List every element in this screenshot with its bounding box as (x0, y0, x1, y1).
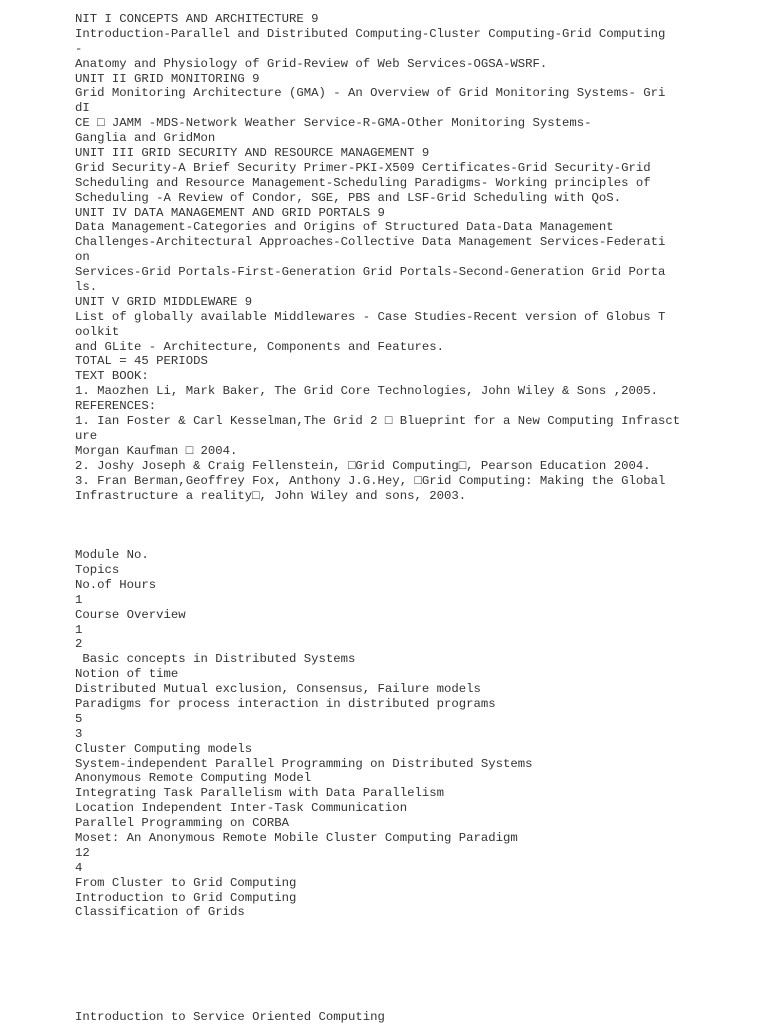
module-line: Parallel Programming on CORBA (75, 816, 290, 831)
syllabus-line: UNIT II GRID MONITORING 9 (75, 71, 260, 86)
syllabus-line: - (75, 41, 83, 56)
syllabus-line: ure (75, 428, 98, 443)
module-line: Paradigms for process interaction in distributed programs (75, 696, 496, 711)
module-line: 1 (75, 622, 83, 637)
syllabus-line: Infrastructure a reality□, John Wiley and sons, 2003. (75, 488, 467, 503)
syllabus-line: UNIT V GRID MIDDLEWARE 9 (75, 294, 253, 309)
syllabus-line: 2. Joshy Joseph & Craig Fellenstein, □Grid Computing□, Pearson Education 2004. (75, 458, 651, 473)
spacer (75, 533, 755, 548)
spacer (75, 518, 755, 533)
syllabus-line: CE □ JAMM -MDS-Network Weather Service-R-GMA-Other Monitoring Systems- (75, 116, 592, 131)
syllabus-line: on (75, 250, 90, 265)
module-line: 12 (75, 845, 90, 860)
module-line: No.of Hours (75, 577, 157, 592)
syllabus-line: Scheduling -A Review of Condor, SGE, PBS and LSF-Grid Scheduling with QoS. (75, 190, 622, 205)
syllabus-line: 1. Maozhen Li, Mark Baker, The Grid Core Technologies, John Wiley & Sons ,2005. (75, 384, 658, 399)
module-line: Cluster Computing models (75, 741, 253, 756)
spacer (75, 503, 755, 518)
module-line: Course Overview (75, 607, 186, 622)
syllabus-line: Grid Monitoring Architecture (GMA) - An Overview of Grid Monitoring Systems- Gri (75, 86, 666, 101)
syllabus-line: NIT I CONCEPTS AND ARCHITECTURE 9 (75, 12, 319, 26)
syllabus-line: and GLite - Architecture, Components and Features. (75, 339, 444, 354)
syllabus-block (75, 12, 755, 503)
syllabus-line: Anatomy and Physiology of Grid-Review of Web Services-OGSA-WSRF. (75, 56, 548, 71)
module-line: Classification of Grids (75, 905, 245, 920)
syllabus-line: List of globally available Middlewares - Case Studies-Recent version of Globus T (75, 309, 666, 324)
module-line: Module No. (75, 548, 149, 563)
syllabus-line: Challenges-Architectural Approaches-Collective Data Management Services-Federati (75, 235, 666, 250)
syllabus-line: Introduction-Parallel and Distributed Computing-Cluster Computing-Grid Computing (75, 26, 666, 41)
module-line: Introduction to Grid Computing (75, 890, 297, 905)
module-line: 2 (75, 637, 83, 652)
module-line: 3 (75, 726, 83, 741)
module-line: Moset: An Anonymous Remote Mobile Cluster Computing Paradigm (75, 830, 518, 845)
module-line: Basic concepts in Distributed Systems (75, 652, 356, 667)
module-line: Notion of time (75, 667, 179, 682)
syllabus-line: Data Management-Categories and Origins of Structured Data-Data Management (75, 220, 614, 235)
module-line: 1 (75, 592, 83, 607)
module-line: Topics (75, 562, 120, 577)
syllabus-line: Services-Grid Portals-First-Generation Grid Portals-Second-Generation Grid Porta (75, 265, 666, 280)
module-line: System-independent Parallel Programming on Distributed Systems (75, 756, 533, 771)
module-line: Anonymous Remote Computing Model (75, 771, 312, 786)
syllabus-line: TEXT BOOK: (75, 369, 149, 384)
syllabus-line: 3. Fran Berman,Geoffrey Fox, Anthony J.G.Hey, □Grid Computing: Making the Global (75, 473, 666, 488)
syllabus-line: oolkit (75, 324, 120, 339)
syllabus-line: TOTAL = 45 PERIODS (75, 354, 208, 369)
module-line: 4 (75, 860, 83, 875)
module-line: Integrating Task Parallelism with Data Parallelism (75, 786, 444, 801)
spacer (75, 920, 755, 1009)
syllabus-line: REFERENCES: (75, 399, 157, 414)
footer-topic-line: Introduction to Service Oriented Computing (75, 1009, 385, 1024)
syllabus-line: 1. Ian Foster & Carl Kesselman,The Grid 2 □ Blueprint for a New Computing Infrasct (75, 414, 681, 429)
document-page (75, 12, 755, 1025)
module-line: Location Independent Inter-Task Communication (75, 801, 408, 816)
module-line: From Cluster to Grid Computing (75, 875, 297, 890)
syllabus-line: Morgan Kaufman □ 2004. (75, 443, 238, 458)
syllabus-line: Scheduling and Resource Management-Scheduling Paradigms- Working principles of (75, 175, 651, 190)
module-line: Distributed Mutual exclusion, Consensus, Failure models (75, 682, 481, 697)
syllabus-line: ls. (75, 280, 98, 295)
module-line: 5 (75, 711, 83, 726)
syllabus-line: dI (75, 101, 90, 116)
syllabus-line: UNIT III GRID SECURITY AND RESOURCE MANAGEMENT 9 (75, 146, 430, 161)
module-table-block (75, 548, 755, 920)
syllabus-line: Ganglia and GridMon (75, 131, 216, 146)
syllabus-line: UNIT IV DATA MANAGEMENT AND GRID PORTALS 9 (75, 205, 385, 220)
syllabus-line: Grid Security-A Brief Security Primer-PKI-X509 Certificates-Grid Security-Grid (75, 160, 651, 175)
